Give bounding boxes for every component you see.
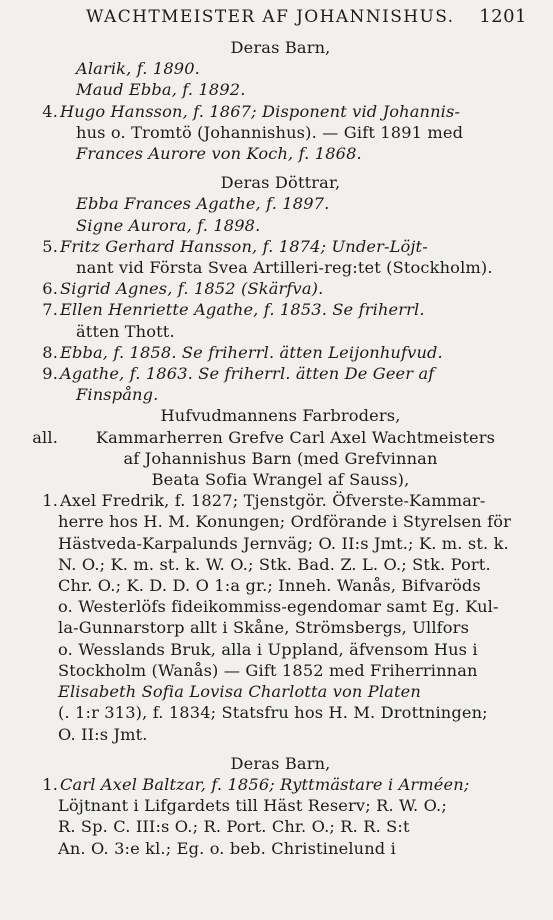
text-line: af Johannishus Barn (med Grefvinnan (123, 448, 438, 468)
text-line: Ebba Frances Agathe, f. 1897. (76, 194, 330, 214)
entry-number: 5. (42, 236, 58, 256)
section-heading: Deras Döttrar, (220, 173, 341, 193)
running-title: WACHTMEISTER AF JOHANNISHUS. (86, 7, 455, 27)
section-heading: Deras Barn, (230, 38, 331, 57)
text-line: Löjtnant i Lifgardets till Häst Reserv; R. W. O.; (58, 796, 447, 816)
text-line: R. Sp. C. III:s O.; R. Port. Chr. O.; R. R. S:t (58, 817, 410, 837)
entry-number: 1. (42, 774, 58, 794)
entry-line (30, 236, 531, 257)
entry-text: Ebba, f. 1858. Se friherrl. ätten Leijonhufvud. (60, 342, 443, 362)
text-line: (. 1:r 313), f. 1834; Statsfru hos H. M. Drottningen; (58, 703, 488, 723)
entry-line (30, 774, 531, 795)
text-line: Chr. O.; K. D. D. O 1:a gr.; Inneh. Wanås, Bifvaröds (58, 576, 481, 596)
text-line: Beata Sofia Wrangel af Sauss), (151, 470, 410, 490)
text-line: An. O. 3:e kl.; Eg. o. beb. Christinelund i (58, 838, 396, 858)
entry-line (30, 363, 531, 384)
entry-text: Kammarherren Grefve Carl Axel Wachtmeisters (95, 427, 496, 447)
entry-line (30, 278, 531, 299)
text-line: o. Wesslands Bruk, alla i Uppland, äfvensom Hus i (58, 639, 478, 659)
page-number: 1201 (479, 6, 527, 27)
entry-line (30, 342, 531, 363)
section-heading: Hufvudmannens Farbroders, (160, 406, 401, 426)
entry-line (30, 101, 531, 122)
entry-number: 7. (42, 300, 58, 320)
entry-text: Axel Fredrik, f. 1827; Tjenstgör. Öfverste-Kammar- (60, 491, 486, 511)
running-header (86, 6, 531, 27)
entry-line (30, 427, 531, 448)
text-line: nant vid Första Svea Artilleri-reg:tet (Stockholm). (76, 258, 493, 278)
text-line: Maud Ebba, f. 1892. (76, 80, 246, 100)
entry-number: 9. (42, 364, 58, 384)
text-line: Frances Aurore von Koch, f. 1868. (76, 144, 362, 164)
text-line: Alarik, f. 1890. (76, 59, 200, 79)
text-line: Hästveda-Karpalunds Jernväg; O. II:s Jmt.; K. m. st. k. (58, 533, 509, 553)
text-line: ätten Thott. (76, 321, 175, 341)
entry-text: Agathe, f. 1863. Se friherrl. ätten De Geer af (60, 364, 435, 384)
entry-number: all. (32, 427, 58, 447)
text-line: herre hos H. M. Konungen; Ordförande i Styrelsen för (58, 512, 512, 532)
text-line: Stockholm (Wanås) — Gift 1852 med Friherrinnan (58, 660, 478, 680)
entry-text: Hugo Hansson, f. 1867; Disponent vid Johannis- (60, 101, 461, 121)
text-line: la-Gunnarstorp allt i Skåne, Strömsbergs, Ullfors (58, 618, 470, 638)
entry-number: 6. (42, 279, 58, 299)
text-line: O. II:s Jmt. (58, 724, 148, 744)
text-line: Finspång. (76, 385, 159, 405)
text-line: Elisabeth Sofia Lovisa Charlotta von Platen (58, 682, 421, 702)
entry-line (30, 490, 531, 511)
entry-text: Carl Axel Baltzar, f. 1856; Ryttmästare i Arméen; (60, 774, 470, 794)
entry-text: Sigrid Agnes, f. 1852 (Skärfva). (60, 279, 324, 299)
entry-number: 1. (42, 491, 58, 511)
text-line: o. Westerlöfs fideikommiss-egendomar samt Eg. Kul- (58, 597, 499, 617)
text-line: N. O.; K. m. st. k. W. O.; Stk. Bad. Z. L. O.; Stk. Port. (58, 554, 491, 574)
text-line: hus o. Tromtö (Johannishus). — Gift 1891 med (76, 122, 464, 142)
entry-number: 4. (42, 101, 58, 121)
entry-text: Fritz Gerhard Hansson, f. 1874; Under-Löjt- (60, 236, 428, 256)
entry-line (30, 299, 531, 320)
section-heading: Deras Barn, (230, 753, 331, 773)
entry-number: 8. (42, 342, 58, 362)
entry-text: Ellen Henriette Agathe, f. 1853. Se friherrl. (60, 300, 425, 320)
text-line: Signe Aurora, f. 1898. (76, 215, 261, 235)
